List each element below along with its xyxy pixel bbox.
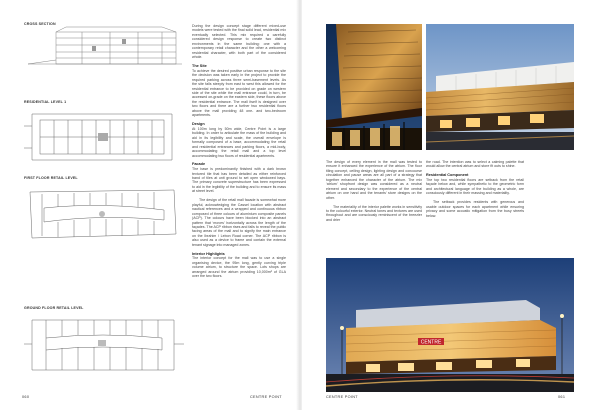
right-text-column-a [326,160,422,227]
drawing-label-ground-floor: GROUND FLOOR RETAIL LEVEL [24,306,84,310]
right-page [302,0,600,410]
right-text-column-b [426,160,524,223]
folio-number-right: 061 [558,395,566,399]
drawing-label-first-floor: FIRST FLOOR RETAIL LEVEL [24,176,78,180]
residential-plan-drawing [22,106,186,168]
ground-floor-plan-drawing [22,314,186,376]
paragraph-atrium-design: The design of every element in the mall was tested to ensure it enhanced the experience of the atrium. The floor tiling concept, ceiling design, lighting design and concourse circulation and pause areas are all part of a strategy that together enhanced the character of the atrium. The mix ‘atrium’ shopfront design was considered as a neutral element and secondary to the experience of the central atrium on one hand and the tenants’ store designs on the other. [326,160,422,200]
cross-section-drawing [22,26,186,70]
drawing-label-cross-section: CROSS SECTION [24,22,56,26]
drawing-label-residential: RESIDENTIAL LEVEL 1 [24,100,67,104]
heading-design: Design [192,122,205,127]
left-page [0,0,298,410]
photo-sign-text: CENTRE [420,339,442,346]
night-street-photo [326,258,574,392]
paragraph-materiality: The materiality of the interior palette works in sensitivity to the colourful exterior. Neutral tones and textures are used throughout and are consciously reminiscent of the breezier and drier [326,204,422,222]
heading-the-site: The Site [192,64,207,69]
facade-closeup-photo [326,24,422,150]
paragraph-design: At 100m long by 50m wide, Centre Point is a large building. In order to articulate the mass of the building and aid in its legibility and scale, the overall envelope is formally composed of a base, accommodating the retail and residential entrances and parking floors, a mid-body, accommodating the retail mall and a top level accommodating two floors of residential apartments. [192,126,286,158]
heading-interior-highlights: Interior Highlights [192,251,225,256]
first-floor-plan-drawing [22,182,186,244]
paragraph-residential-1: The top two residential floors are setback from the retail façade below and, while sympathetic to the geometric form and architectural language of the building as a whole, are consciously different in their massing and materiality. [426,178,524,196]
folio-title-right: CENTRE POINT [326,395,358,399]
heading-facade: Facade [192,162,206,167]
paragraph-interior: The interior concept for the mall was to use a single organising device, the 95m long, gently curving triple volume atrium, to structure the space. Lots shops are arranged around the atrium providing 10,000m² of GLA over the two floors. [192,256,286,279]
paragraph-site: To achieve the desired positive urban response to the site the decision was taken early in the project to provide the required parking across three semi-basement levels. As the site falls steeply from east to west this allowed for the residential entrance to be provided on grade on western side of the site while the mall entrance could, in turn, be accessed on-grade on the eastern side, these floors above the residential entrance. The mall itself is designed over two floors and there are a further two residential floors above the mall providing 48 one- and two-bedroom apartments. [192,68,286,118]
building-dusk-photo [426,24,574,150]
left-text-column [192,24,286,283]
paragraph-residential-2: The setback provides residents with generous and usable outdoor spaces for each apartment while ensuring privacy and some acoustic mitigation from the busy streets below. [426,200,524,218]
paragraph-intro: During the design concept stage different mixed-use models were tested with the final solid lead, residential mix eventually selected. This mix required a carefully considered design response to create two distinct environments in the same building: one with a contemporary retail character and the other a welcoming residential character, with both part of the considered whole. [192,24,286,60]
folio-number-left: 060 [22,395,30,399]
paragraph-palette: the road. The intention was to select a calming palette that would allow the central atrium and store fit outs to shine. [426,160,524,169]
folio-title-left: CENTRE POINT [250,395,282,399]
heading-residential-component: Residential Component [426,173,469,178]
paragraph-facade-1: The base is predominantly finished with a dark brown textured tile that has been detailed as either reinforced band of tiles at unit ground to set open windowed bays. The primary concrete superstructure has been expressed to aid in the legibility of the building and to ensure its mass at street level. [192,167,286,194]
paragraph-facade-2: The design of the retail mall facade is somewhat more playful, acknowledging the Cassel location with abstract nautical references and a wrapped and continuous ribbon composed of three colours of aluminium composite panels (ACP). The colours have been blocked into an abstract pattern that ‘moves’ horizontally across the length of the façades. The ACP ribbon rises and falls to reveal the public facing areas of the mall and to signify the main entrance on the Ibrahim / Lebon Road corner. The ACP ribbon is also used as a device to frame and contain the external tenant signage into managed zones. [192,198,286,247]
